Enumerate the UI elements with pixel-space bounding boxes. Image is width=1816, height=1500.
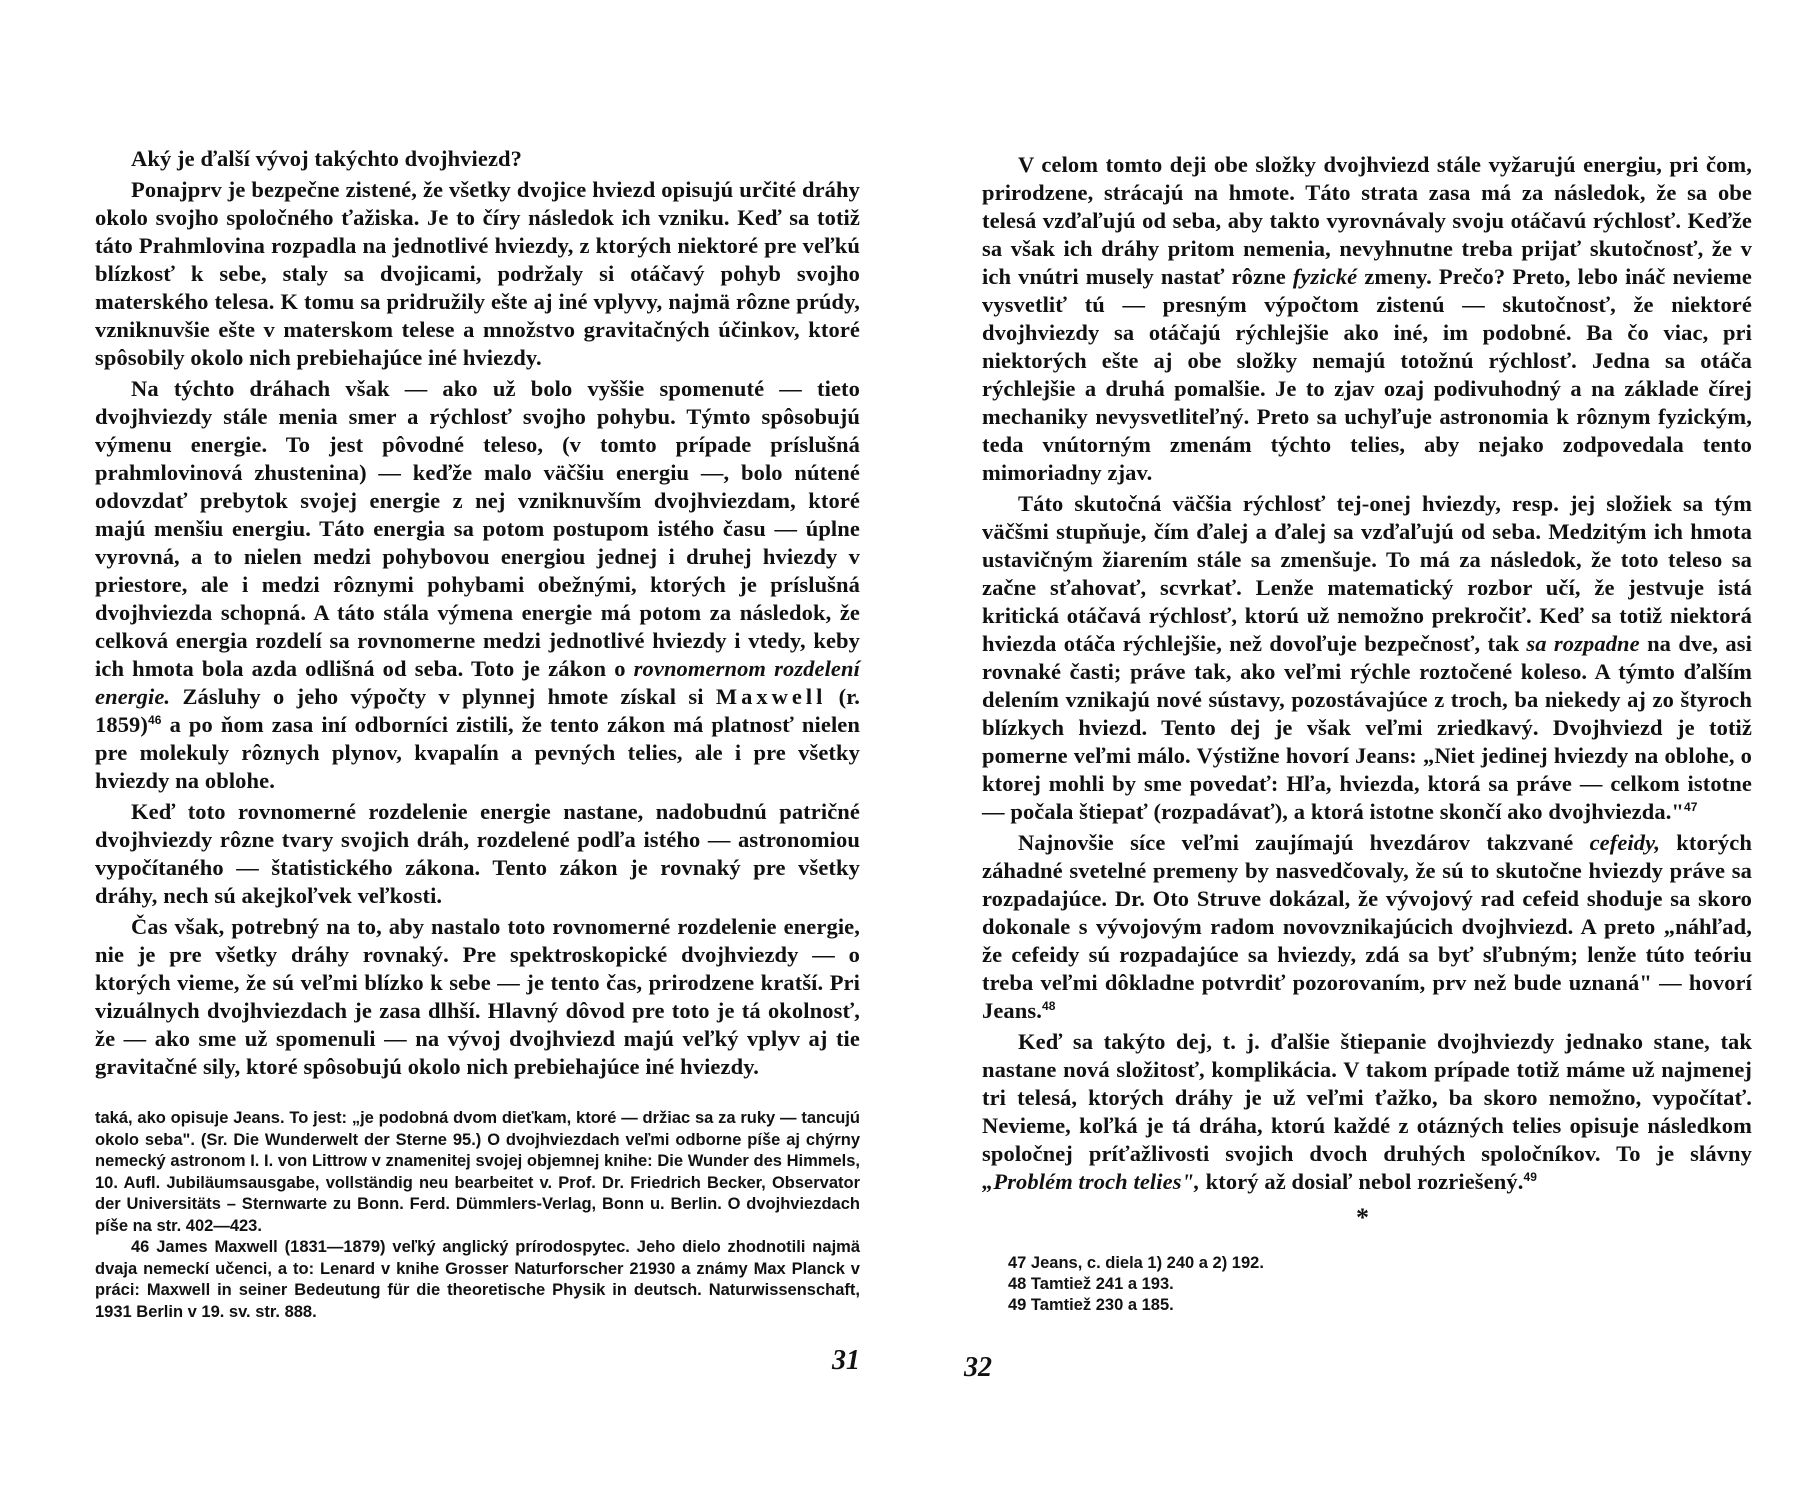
paragraph-text: Najnovšie síce veľmi zaujímajú hvezdárov takzvané [1018,830,1574,855]
paragraph: Čas však, potrebný na to, aby nastalo toto rovnomerné rozdelenie energie, nie je pre všetky dráhy rovnaký. Pre spektroskopické dvojhviezdy — o ktorých vieme, že sú veľmi blízko k sebe — je tento čas, prirodzene kratší. Pri vizuálnych dvojhviezdach je zasa dlhší. Hlavný dôvod pre toto je tá okolnosť, že — ako sme už spomenuli — na vývoj dvojhviezd majú veľký vplyv aj tie gravitačné sily, ktoré spôsobujú okolo nich prebiehajúce iné hviezdy. [95,914,860,1079]
italic-term: fyzické [1292,264,1358,289]
paragraph-text: Keď sa takýto dej, t. j. ďalšie štiepanie dvojhviezdy jednako stane, tak nastane nová složitosť, komplikácia. V takom prípade totiž máme už najmenej tri telesá, ktorých dráhy je už veľmi ťažko, ba skoro nemožno, vypočítať. Nevieme, koľká je tá dráha, ktorú každé z otázných telies opisuje následkom spoločnej príťažlivosti svojich dvoch druhých spoločníkov. To je slávny [982,1029,1752,1166]
section-separator: * [1356,1203,1369,1232]
footnote-ref: 46 [148,713,162,727]
page-number: 32 [964,1352,992,1383]
maxwell-name: Maxwell [715,684,827,709]
paragraph-text: Na týchto dráhach však — ako už bolo vyššie spomenuté — tieto dvojhviezdy stále menia smer a rýchlosť svojho pohybu. Týmto spôsobujú výmenu energie. To jest pôvodné teleso, (v tomto prípade príslušná prahmlovinová zhustenina) — keďže malo väčšiu energiu —, bolo nútené odovzdať prebytok svojej energie z nej vzniknuvším dvojhviezdam, ktoré majú menšiu energiu. Táto energia sa potom postupom istého času — úplne vyrovná, a to nielen medzi pohybovou energiou jednej i druhej hviezdy v priestore, ale i medzi rôznymi pohybami obežnými, ktorých je príslušná dvojhviezda schopná. A táto stála výmena energie má potom za následok, že celková energia rozdelí sa rovnomerne medzi jednotlivé hviezdy i vtedy, keby ich hmota bola azda odlišná od seba. Toto je zákon o [95,376,860,681]
italic-term: „Problém troch telies", [982,1169,1200,1194]
footnote: 47 Jeans, c. diela 1) 240 a 2) 192. [1008,1254,1264,1272]
paragraph: Keď toto rovnomerné rozdelenie energie nastane, nadobudnú patričné dvojhviezdy rôzne tvary svojich dráh, rozdelené podľa istého — astronomiou vypočítaného — štatistického zákona. Tento zákon je rovnaký pre všetky dráhy, nech sú akejkoľvek veľkosti. [95,799,860,908]
paragraph-text: zmeny. Prečo? Preto, lebo ináč nevieme vysvetliť tú — presným výpočtom zistenú — skutočnosť, že niektoré dvojhviezdy sa otáčajú rýchlejšie ako iné, im podobné. Ba čo viac, pri niektorých ešte aj obe složky nemajú totožnú rýchlosť. Jedna sa otáča rýchlejšie a druhá pomalšie. Je to zjav ozaj podivuhodný a na základe čírej mechaniky nevysvetliteľný. Preto sa uchyľuje astronomia k rôznym fyzickým, teda vnútorným zmenám týchto telies, aby nejako zodpovedala tento mimoriadny zjav. [982,264,1752,485]
paragraph [95,375,860,795]
paragraph: Ponajprv je bezpečne zistené, že všetky dvojice hviezd opisujú určité dráhy okolo svojho spoločného ťažiska. Je to číry následok ich vzniku. Keď sa totiž táto Prahmlovina rozpadla na jednotlivé hviezdy, z ktorých niektoré pre veľkú blízkosť k sebe, staly sa dvojicami, podržaly si otáčavý pohyb svojho materského telesa. K tomu sa pridružily ešte aj iné vplyvy, najmä rôzne prúdy, vzniknuvšie ešte v materskom telese a množstvo gravitačných účinkov, ktoré spôsobily okolo nich prebiehajúce iné hviezdy. [95,177,860,370]
paragraph-text: V celom tomto deji obe složky dvojhviezd stále vyžarujú energiu, pri čom, prirodzene, strácajú na hmote. Táto strata zasa má za následok, že sa obe telesá vzďaľujú od seba, aby takto vyrovnávaly svoju otáčavú rýchlosť. Keďže sa však ich dráhy pritom nemenia, nevyhnutne treba prijať skutočnosť, že v ich vnútri musely nastať rôzne [982,152,1752,289]
paragraph-text: ktorých záhadné svetelné premeny by nasvedčovaly, že sú to skutočne hviezdy práve sa rozpadajúce. Dr. Oto Struve dokázal, že vývojový rad cefeid shoduje sa skoro dokonale s vývojovým radom novovznikajúcich dvojhviezd. A preto „náhľad, že cefeidy sú rozpadajúce sa hviezdy, zdá sa byť sľubným; lenže túto teóriu treba veľmi dôkladne potvrdiť pozorovaním, prv než bude uznaná" — hovorí Jeans. [982,830,1752,1023]
italic-term: cefeidy, [1589,830,1661,855]
footnote: 48 Tamtiež 241 a 193. [1008,1275,1174,1293]
paragraph [982,829,1752,1025]
footnote: taká, ako opisuje Jeans. To jest: „je podobná dvom dieťkam, ktoré — držiac sa za ruky — tancujú okolo seba". (Sr. Die Wunderwelt der Sterne 95.) O dvojhviezdach veľmi odborne píše aj chýrny nemecký astronom I. I. von Littrow v znamenitej svojej objemnej knihe: Die Wunder des Himmels, 10. Aufl. Jubiläumsausgabe, vollständig neu bearbeitet v. Prof. Dr. Friedrich Becker, Observator der Universitäts – Sternwarte zu Bonn. Ferd. Dümmlers-Verlag, Bonn u. Berlin. O dvojhviezdach píše na str. 402—423. [95,1109,860,1235]
footnote-ref: 48 [1041,999,1056,1013]
maxwell-text-post: a po ňom zasa iní odborníci zistili, že tento zákon má platnosť nielen pre molekuly rôznych plynov, kvapalín a pevných telies, ale i pre všetky hviezdy na oblohe. [95,712,861,793]
footnote-ref: 49 [1523,1170,1537,1184]
italic-term: sa rozpadne [1526,631,1640,656]
maxwell-text-pre: Zásluhy o jeho výpočty v plynnej hmote získal si [182,684,704,709]
paragraph-text: Táto skutočná väčšia rýchlosť tej-onej hviezdy, resp. jej složiek sa tým väčšmi stupňuje, čím ďalej a ďalej sa vzďaľujú od seba. Medzitým ich hmota ustavičným žiarením stále sa zmenšuje. To má za následok, že toto teleso sa začne sťahovať, scvrkať. Lenže matematický rozbor učí, že jestvuje istá kritická otáčavá rýchlosť, ktorú už nemožno prekročiť. Keď sa totiž niektorá hviezda otáča rýchlejšie, než dovoľuje bezpečnosť, tak [982,491,1752,656]
page-number: 31 [832,1345,860,1376]
section-question: Aký je ďalší vývoj takýchto dvojhviezd? [131,146,523,171]
paragraph-text: ktorý až dosiaľ nebol rozriešený. [1205,1169,1524,1194]
paragraph [982,1028,1752,1196]
left-main-text [95,145,860,1081]
right-footnotes [1008,1253,1508,1316]
paragraph [982,151,1752,487]
paragraph [982,490,1752,826]
footnote: 49 Tamtiež 230 a 185. [1008,1296,1174,1314]
paragraph-text: na dve, asi rovnaké časti; práve tak, ako veľmi rýchle roztočené koleso. A týmto ďalším delením vznikajú nové sústavy, pozostávajúce z troch, ba niekedy aj zo štyroch blízkych hviezd. Tento dej je však veľmi zriedkavý. Dvojhviezd je totiž pomerne veľmi málo. Výstižne hovorí Jeans: „Niet jedinej hviezdy na oblohe, o ktorej mohli by sme povedať: Hľa, hviezda, ktorá sa práve — celkom istotne — počala štiepať (rozpadávať), a ktorá istotne skončí ako dvojhviezda." [982,631,1752,824]
footnote: 46 James Maxwell (1831—1879) veľký anglický prírodospytec. Jeho dielo zhodnotili najmä dvaja nemeckí učenci, a to: Lenard v knihe Grosser Naturforscher 21930 a známy Max Planck v práci: Maxwell in seiner Bedeutung für die theoretische Physik in deutsch. Naturwissenschaft, 1931 Berlin v 19. sv. str. 888. [95,1238,860,1321]
right-main-text [982,151,1752,1196]
law-phrase: rovnomernom rozdelení energie. [95,656,860,709]
footnote-ref: 47 [1684,800,1698,814]
left-footnotes [95,1108,860,1323]
right-page [908,0,1816,1500]
maxwell-year: (r. 1859) [95,684,860,737]
